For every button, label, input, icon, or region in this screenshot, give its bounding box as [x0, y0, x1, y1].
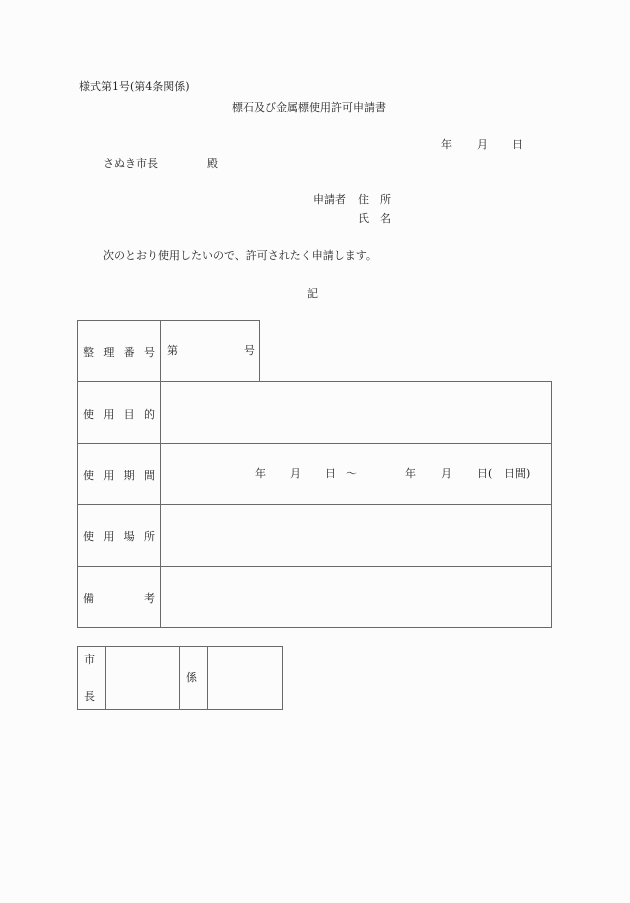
staff-label: 係: [186, 671, 197, 684]
addressee-honorific: 殿: [207, 157, 218, 170]
number-field[interactable]: [180, 330, 240, 370]
period-month-end: 月: [441, 467, 452, 480]
mayor-label-bottom: 長: [84, 690, 95, 703]
date-day: 日: [512, 138, 523, 151]
number-suffix: 号: [244, 344, 255, 357]
number-prefix: 第: [167, 344, 178, 357]
period-year-end: 年: [405, 467, 416, 480]
period-day-end: 日(: [477, 467, 493, 480]
label-seiri-bango: 整 理 番 号: [83, 346, 155, 359]
date-month: 月: [477, 138, 488, 151]
address-label: 住 所: [358, 193, 391, 206]
name-label: 氏 名: [358, 212, 391, 225]
addressee-name: さぬき市長: [103, 157, 158, 170]
period-year-start: 年: [255, 467, 266, 480]
period-tilde: ～: [346, 467, 357, 480]
form-number: 様式第1号(第4条関係): [79, 80, 190, 93]
period-days: 日間): [504, 467, 531, 480]
ki-heading: 記: [307, 287, 318, 300]
label-period: 使 用 期 間: [83, 469, 155, 482]
remarks-field[interactable]: [162, 568, 550, 626]
label-location: 使 用 場 所: [83, 530, 155, 543]
applicant-label: 申請者: [313, 193, 346, 206]
label-remarks: 備 考: [83, 592, 155, 605]
period-month-start: 月: [290, 467, 301, 480]
staff-stamp-box[interactable]: [209, 648, 281, 708]
statement: 次のとおり使用したいので、許可されたく申請します。: [103, 249, 377, 262]
period-day-start: 日: [325, 467, 336, 480]
location-field[interactable]: [162, 506, 550, 565]
label-purpose: 使 用 目 的: [83, 408, 155, 421]
date-year: 年: [441, 138, 452, 151]
purpose-field[interactable]: [162, 383, 550, 442]
document-title: 標石及び金属標使用許可申請書: [232, 101, 386, 114]
mayor-label-top: 市: [84, 653, 95, 666]
mayor-stamp-box[interactable]: [107, 648, 178, 708]
